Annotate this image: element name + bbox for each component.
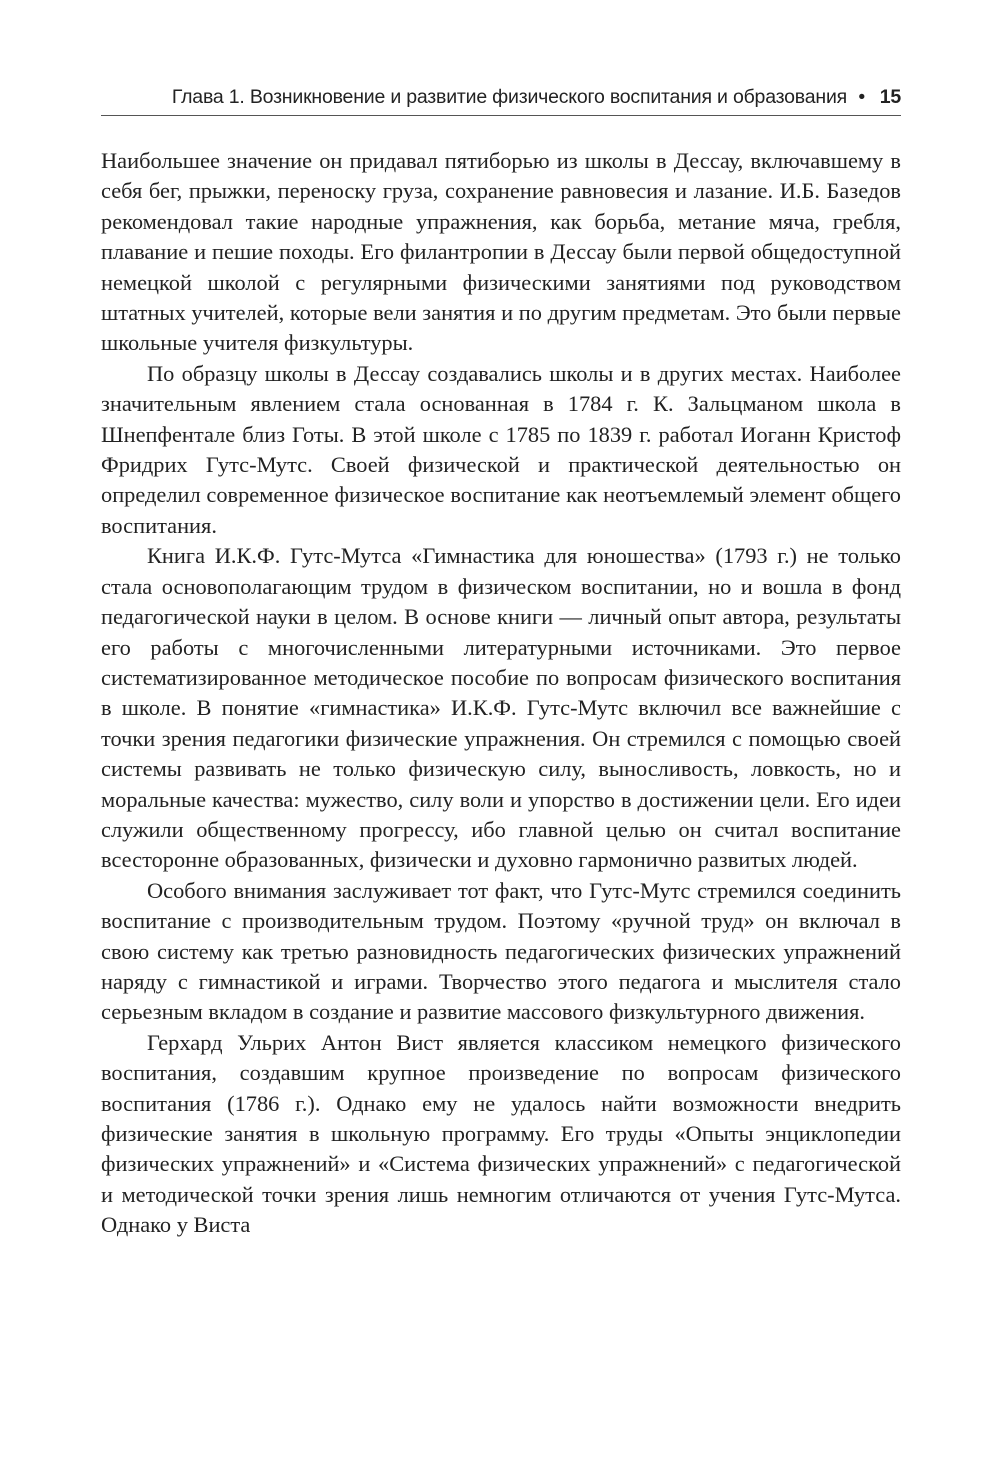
running-head <box>101 86 901 116</box>
paragraph: Книга И.К.Ф. Гутс-Мутса «Гимнастика для юношества» (1793 г.) не только стала основополагающим трудом в физическом воспитании, но и вошла в фонд педагогической науки в целом. В основе книги — личный опыт автора, результаты его работы с многочисленными литературными источниками. Это первое систематизированное методическое пособие по вопросам физического воспитания в школе. В понятие «гимнастика» И.К.Ф. Гутс-Мутс включил все важнейшие с точки зрения педагогики физические упражнения. Он стремился с помощью своей системы развивать не только физическую силу, выносливость, ловкость, но и моральные качества: мужество, силу воли и упорство в достижении цели. Его идеи служили общественному прогрессу, ибо главной целью он считал воспитание всесторонне образованных, физически и духовно гармонично развитых людей. <box>101 543 901 873</box>
paragraph: Наибольшее значение он придавал пятиборью из школы в Дессау, включавшему в себя бег, прыжки, переноску груза, сохранение равновесия и лазание. И.Б. Базедов рекомендовал такие народные упражнения, как борьба, метание мяча, гребля, плавание и пешие походы. Его филантропии в Дессау были первой общедоступной немецкой школой с регулярными физическими занятиями под руководством штатных учителей, которые вели занятия и по другим предметам. Это были первые школьные учителя физкультуры. <box>101 148 901 356</box>
page-number: 15 <box>879 86 901 108</box>
chapter-title: Глава 1. Возникновение и развитие физического воспитания и образования <box>171 86 847 108</box>
paragraph: Особого внимания заслуживает тот факт, что Гутс-Мутс стремился соединить воспитание с производительным трудом. Поэтому «ручной труд» он включал в свою систему как третью разновидность педагогических физических упражнений наряду с гимнастикой и играми. Творчество этого педагога и мыслителя стало серьезным вкладом в создание и развитие массового физкультурного движения. <box>101 877 901 1025</box>
body-text <box>101 146 901 1241</box>
paragraph: По образцу школы в Дессау создавались школы и в других местах. Наиболее значительным явлением стала основанная в 1784 г. К. Зальцманом школа в Шнепфентале близ Готы. В этой школе с 1785 по 1839 г. работал Иоганн Кристоф Фридрих Гутс-Мутс. Своей физической и практической деятельностью он определил современное физическое воспитание как неотъемлемый элемент общего воспитания. <box>101 360 901 538</box>
paragraph: Герхард Ульрих Антон Вист является классиком немецкого физического воспитания, создавшим крупное произведение по вопросам физического воспитания (1786 г.). Однако ему не удалось найти возможности внедрить физические занятия в школьную программу. Его труды «Опыты энциклопедии физических упражнений» и «Система физических упражнений» с педагогической и методической точки зрения лишь немногим отличаются от учения Гутс-Мутса. Однако у Виста <box>101 1029 901 1238</box>
bullet-separator: • <box>858 86 865 108</box>
